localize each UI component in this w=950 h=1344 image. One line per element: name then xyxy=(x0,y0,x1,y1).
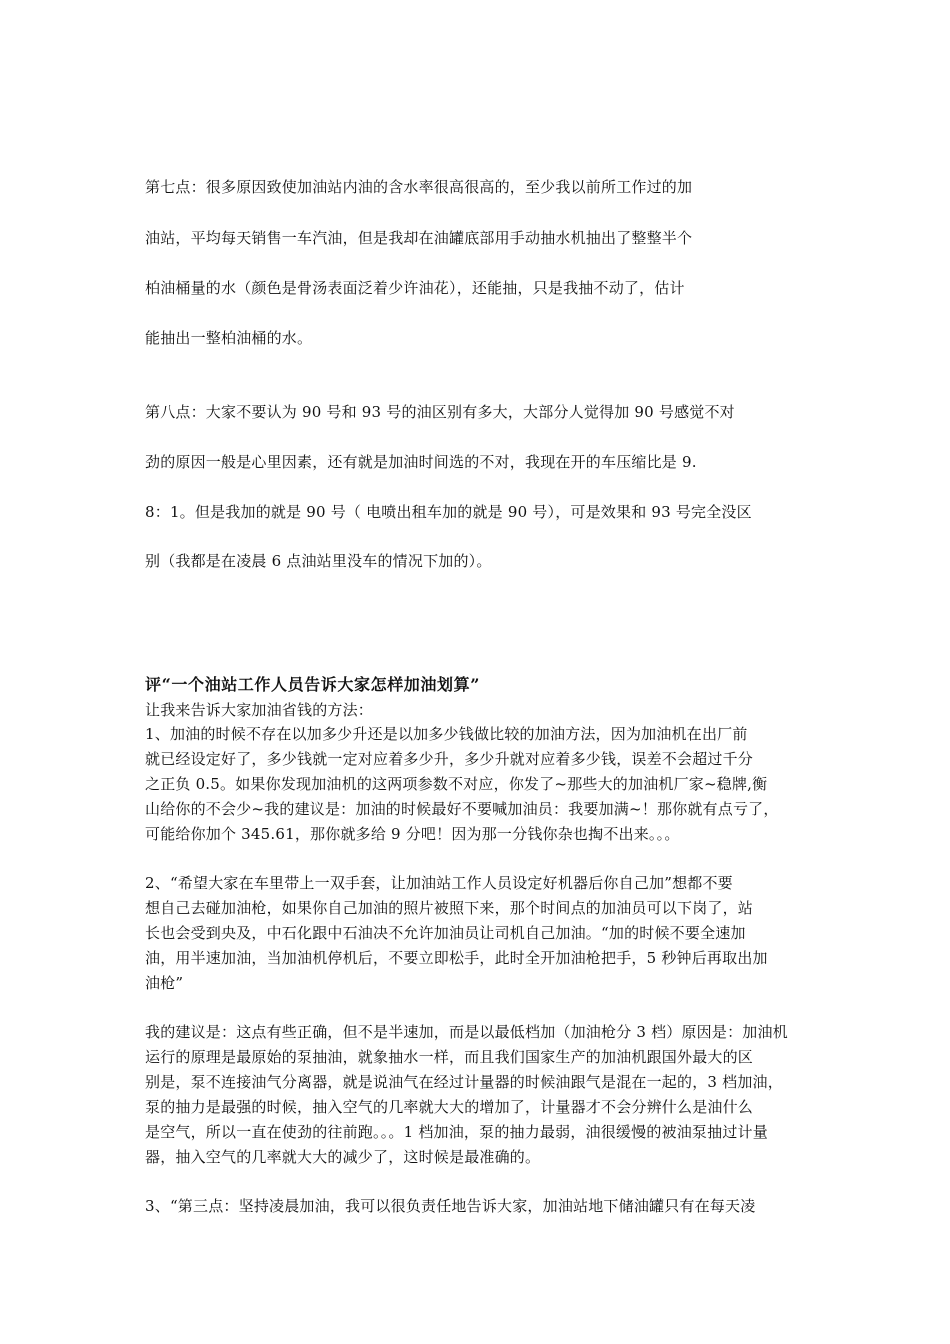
text-line: 油，用半速加油，当加油机停机后，不要立即松手，此时全开加油枪把手，5 秒钟后再取出加 xyxy=(145,949,768,967)
text-line: 泵的抽力是最强的时候，抽入空气的几率就大大的增加了，计量器才不会分辨什么是油什么 xyxy=(145,1098,754,1116)
text-line: 第七点：很多原因致使加油站内油的含水率很高很高的，至少我以前所工作过的加 xyxy=(145,178,693,196)
text-line: 第八点：大家不要认为 90 号和 93 号的油区别有多大，大部分人觉得加 90 号感觉不对 xyxy=(145,403,735,421)
text-line: 油枪” xyxy=(145,974,184,992)
text-line: 想自己去碰加油枪，如果你自己加油的照片被照下来，那个时间点的加油员可以下岗了，站 xyxy=(145,899,754,917)
text-line: 运行的原理是最原始的泵抽油，就象抽水一样，而且我们国家生产的加油机跟国外最大的区 xyxy=(145,1048,754,1066)
text-line: 3、“第三点：坚持凌晨加油，我可以很负责任地告诉大家，加油站地下储油罐只有在每天凌 xyxy=(145,1197,756,1215)
text-line: 山给你的不会少~我的建议是：加油的时候最好不要喊加油员：我要加满~！那你就有点亏了， xyxy=(145,800,779,818)
text-line: 2、“希望大家在车里带上一双手套，让加油站工作人员设定好机器后你自己加”想都不要 xyxy=(145,874,733,892)
text-line: 就已经设定好了，多少钱就一定对应着多少升，多少升就对应着多少钱，误差不会超过千分 xyxy=(145,750,754,768)
text-line: 长也会受到央及，中石化跟中石油决不允许加油员让司机自己加油。“加的时候不要全速加 xyxy=(145,924,746,942)
text-line: 器，抽入空气的几率就大大的减少了，这时候是最准确的。 xyxy=(145,1148,541,1166)
review-title: 评“一个油站工作人员告诉大家怎样加油划算” xyxy=(145,675,481,694)
intro-text: 让我来告诉大家加油省钱的方法： xyxy=(145,701,374,719)
text-line: 我的建议是：这点有些正确，但不是半速加，而是以最低档加（加油枪分 3 档）原因是：加油机 xyxy=(145,1023,788,1041)
text-line: 1、加油的时候不存在以加多少升还是以加多少钱做比较的加油方法，因为加油机在出厂前 xyxy=(145,725,748,743)
text-line: 别是，泵不连接油气分离器，就是说油气在经过计量器的时候油跟气是混在一起的，3 档加油， xyxy=(145,1073,783,1091)
text-line: 是空气，所以一直在使劲的往前跑。。。1 档加油，泵的抽力最弱，油很缓慢的被油泵抽过计量 xyxy=(145,1123,768,1141)
text-line: 油站，平均每天销售一车汽油，但是我却在油罐底部用手动抽水机抽出了整整半个 xyxy=(145,229,693,247)
text-line: 8：1。但是我加的就是 90 号（ 电喷出租车加的就是 90 号），可是效果和 93 号完全没区 xyxy=(145,503,752,521)
text-line: 劲的原因一般是心里因素，还有就是加油时间选的不对，我现在开的车压缩比是 9. xyxy=(145,453,697,471)
text-line: 柏油桶量的水（颜色是骨汤表面泛着少许油花），还能抽，只是我抽不动了，估计 xyxy=(145,279,685,297)
text-line: 可能给你加个 345.61，那你就多给 9 分吧！因为那一分钱你杂也掏不出来。。。 xyxy=(145,825,680,843)
text-line: 别（我都是在凌晨 6 点油站里没车的情况下加的）。 xyxy=(145,552,492,570)
text-line: 之正负 0.5。如果你发现加油机的这两项参数不对应，你发了~那些大的加油机厂家~稳牌,衡 xyxy=(145,775,768,793)
text-line: 能抽出一整柏油桶的水。 xyxy=(145,329,313,347)
